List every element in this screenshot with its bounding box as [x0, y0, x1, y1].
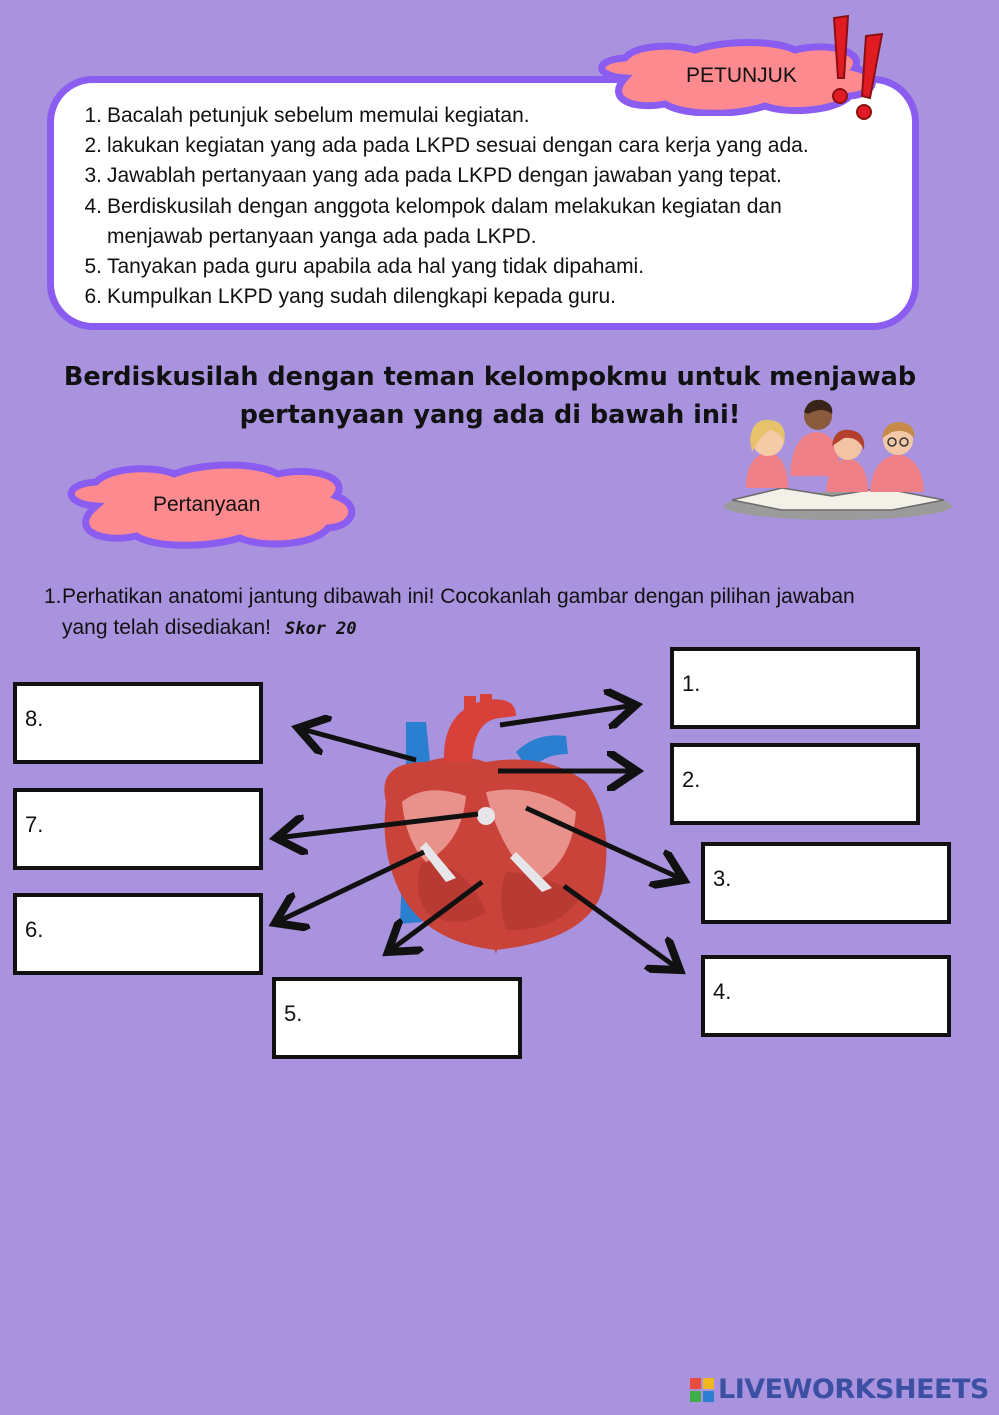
answer-input-3[interactable]: [745, 860, 937, 906]
answer-input-2[interactable]: [714, 761, 906, 807]
answer-label: 8.: [25, 706, 44, 731]
instruction-item: 6. Kumpulkan LKPD yang sudah dilengkapi kepada guru.: [84, 285, 617, 309]
question-text-line-1: Perhatikan anatomi jantung dibawah ini! Cocokanlah gambar dengan pilihan jawaban: [62, 585, 855, 608]
answer-label: 1.: [682, 671, 701, 696]
instruction-item: 1. Bacalah petunjuk sebelum memulai kegiatan.: [84, 104, 530, 127]
liveworksheets-logo-icon: [690, 1378, 716, 1404]
answer-box-8[interactable]: [13, 682, 263, 764]
answer-box-6[interactable]: [13, 893, 263, 975]
instruction-item: 5. Tanyakan pada guru apabila ada hal yang tidak dipahami.: [84, 255, 645, 279]
petunjuk-title: PETUNJUK: [686, 64, 797, 87]
answer-label: 5.: [284, 1001, 303, 1026]
answer-label: 4.: [713, 979, 732, 1004]
arrow-to-box-5: [388, 882, 482, 952]
instruction-item: 3. Jawablah pertanyaan yang ada pada LKPD dengan jawaban yang tepat.: [84, 164, 782, 188]
answer-label: 6.: [25, 917, 44, 942]
question-score: Skor 20: [285, 619, 357, 639]
arrow-to-box-3: [526, 808, 684, 880]
question-text-line-2: yang telah disediakan! Skor 20: [62, 616, 357, 639]
answer-label: 7.: [25, 812, 44, 837]
liveworksheets-watermark: LIVEWORKSHEETS: [718, 1374, 989, 1405]
answer-box-3[interactable]: [701, 842, 951, 924]
question-number: 1.: [44, 585, 62, 608]
heading-line-2: pertanyaan yang ada di bawah ini!: [239, 400, 741, 430]
arrow-to-box-1: [500, 705, 636, 725]
answer-box-2[interactable]: [670, 743, 920, 825]
answer-input-4[interactable]: [745, 973, 937, 1019]
arrow-to-box-7: [276, 814, 478, 838]
instruction-item: 2. lakukan kegiatan yang ada pada LKPD sesuai dengan cara kerja yang ada.: [84, 134, 809, 158]
answer-input-7[interactable]: [57, 806, 249, 852]
answer-label: 2.: [682, 767, 701, 792]
answer-box-7[interactable]: [13, 788, 263, 870]
arrow-to-box-4: [564, 886, 680, 970]
arrow-to-box-6: [275, 852, 424, 923]
heading-line-1: Berdiskusilah dengan teman kelompokmu untuk menjawab: [63, 362, 917, 392]
answer-label: 3.: [713, 866, 732, 891]
answer-input-1[interactable]: [714, 665, 906, 711]
answer-input-6[interactable]: [57, 911, 249, 957]
answer-input-8[interactable]: [57, 700, 249, 746]
answer-box-1[interactable]: [670, 647, 920, 729]
arrow-to-box-8: [298, 728, 416, 760]
instruction-item: 4. Berdiskusilah dengan anggota kelompok dalam melakukan kegiatan dan menjawab pertanyaan yanga ada pada LKPD.: [84, 194, 782, 248]
answer-box-5[interactable]: [272, 977, 522, 1059]
answer-box-4[interactable]: [701, 955, 951, 1037]
section-label: Pertanyaan: [153, 493, 261, 516]
answer-input-5[interactable]: [316, 995, 508, 1041]
